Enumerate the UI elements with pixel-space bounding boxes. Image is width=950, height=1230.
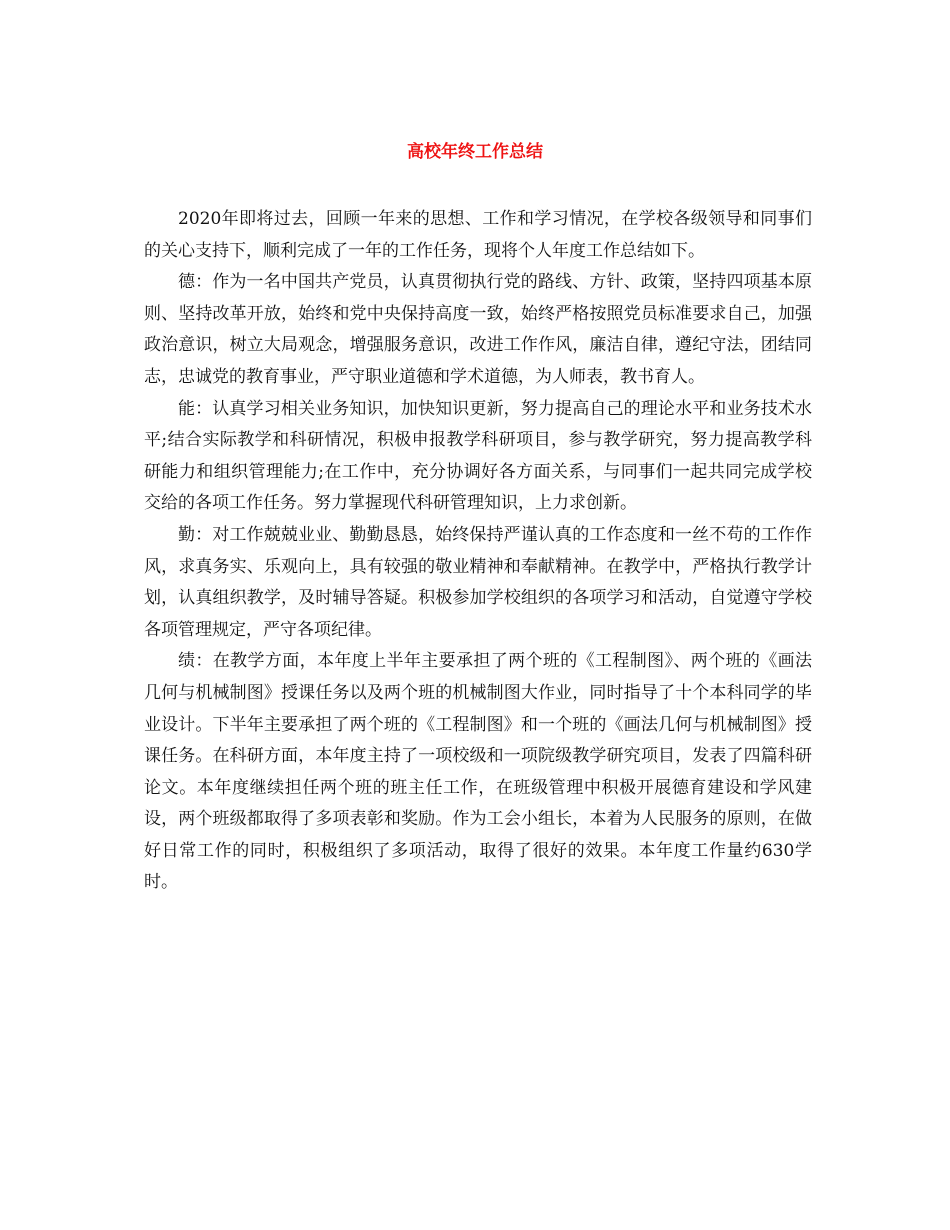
paragraph-morality: 德：作为一名中国共产党员，认真贯彻执行党的路线、方针、政策，坚持四项基本原则、坚持改革开放，始终和党中央保持高度一致，始终严格按照党员标准要求自己，加强政治意识，树立大局观念，增强服务意识，改进工作作风，廉洁自律，遵纪守法，团结同志，忠诚党的教育事业，严守职业道德和学术道德，为人师表，教书育人。 xyxy=(144,272,812,387)
document-body xyxy=(144,204,812,899)
document-title: 高校年终工作总结 xyxy=(407,142,543,162)
paragraph-ability: 能：认真学习相关业务知识，加快知识更新，努力提高自己的理论水平和业务技术水平;结合实际教学和科研情况，积极申报教学科研项目，参与教学研究，努力提高教学科研能力和组织管理能力;在工作中，充分协调好各方面关系，与同事们一起共同完成学校交给的各项工作任务。努力掌握现代科研管理知识，上力求创新。 xyxy=(144,398,812,514)
paragraph-intro: 2020年即将过去，回顾一年来的思想、工作和学习情况，在学校各级领导和同事们的关心支持下，顺利完成了一年的工作任务，现将个人年度工作总结如下。 xyxy=(144,209,812,261)
paragraph-achievement: 绩：在教学方面，本年度上半年主要承担了两个班的《工程制图》、两个班的《画法几何与机械制图》授课任务以及两个班的机械制图大作业，同时指导了十个本科同学的毕业设计。下半年主要承担了两个班的《工程制图》和一个班的《画法几何与机械制图》授课任务。在科研方面，本年度主持了一项校级和一项院级教学研究项目，发表了四篇科研论文。本年度继续担任两个班的班主任工作，在班级管理中积极开展德育建设和学风建设，两个班级都取得了多项表彰和奖励。作为工会小组长，本着为人民服务的原则，在做好日常工作的同时，积极组织了多项活动，取得了很好的效果。本年度工作量约630学时。 xyxy=(144,651,812,893)
paragraph-diligence: 勤：对工作兢兢业业、勤勤恳恳，始终保持严谨认真的工作态度和一丝不苟的工作作风，求真务实、乐观向上，具有较强的敬业精神和奉献精神。在教学中，严格执行教学计划，认真组织教学，及时辅导答疑。积极参加学校组织的各项学习和活动，自觉遵守学校各项管理规定，严守各项纪律。 xyxy=(144,524,812,640)
